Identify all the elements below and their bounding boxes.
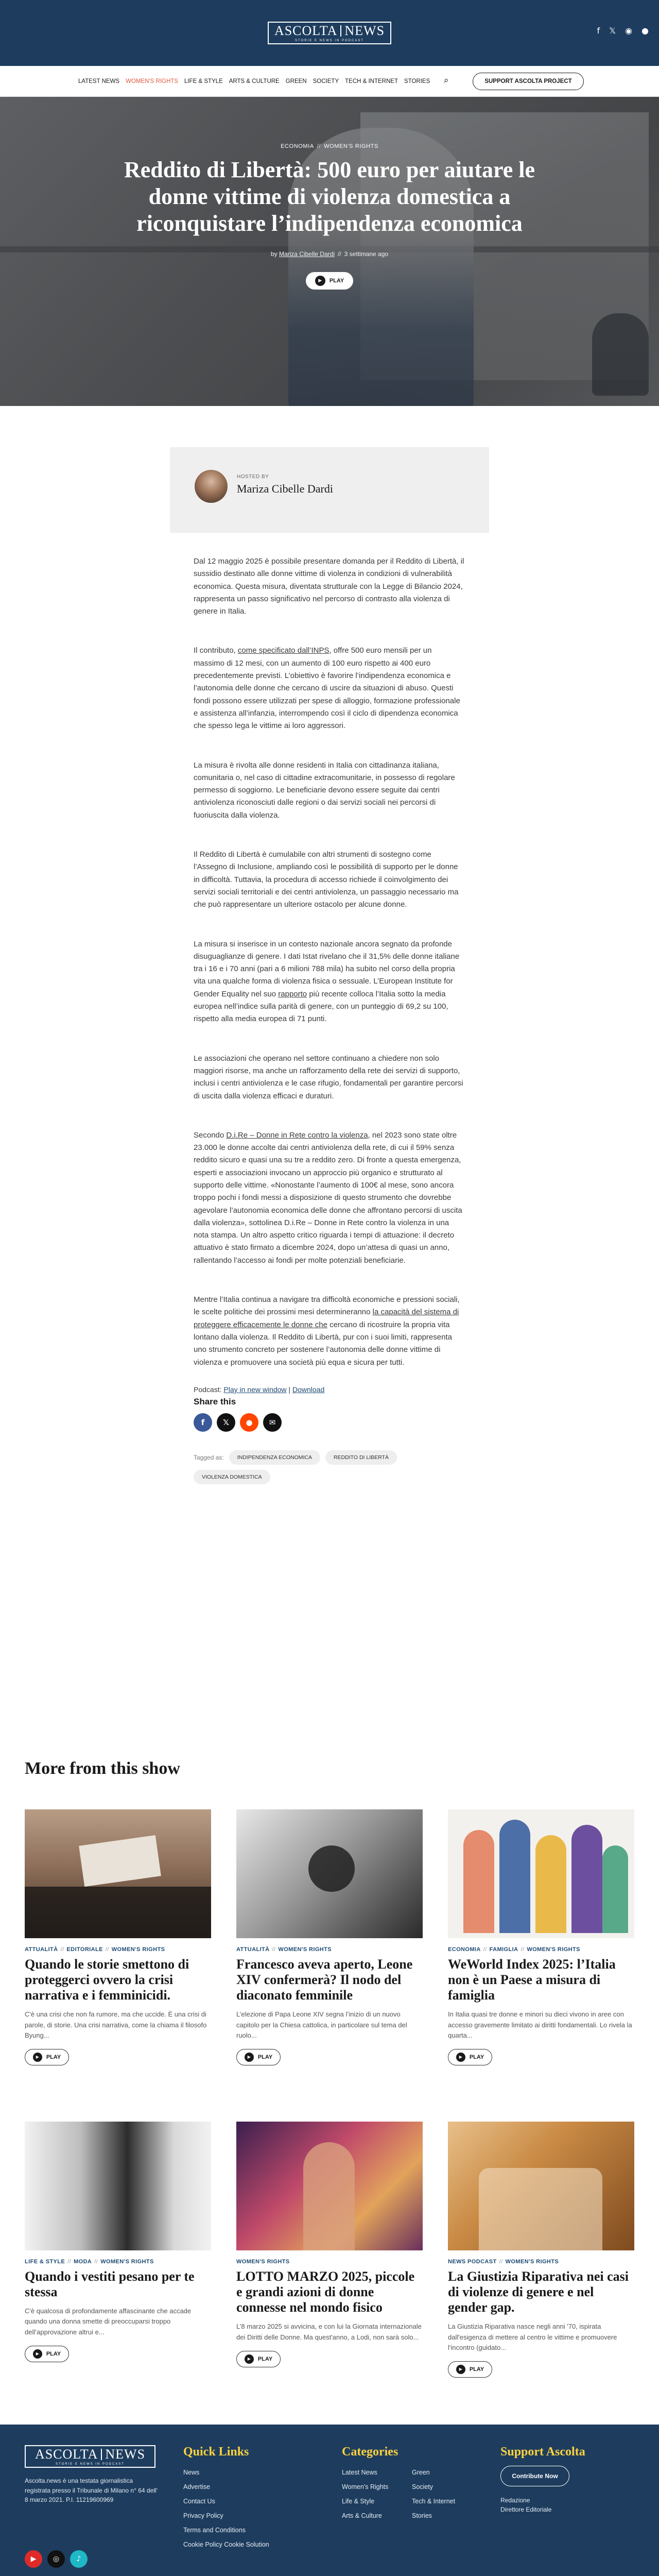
play-icon: ▶ [33,2053,42,2062]
card-categories [236,1946,423,1953]
play-label: PLAY [257,2054,273,2060]
logo-text-right: NEWS [344,23,385,38]
category-separator: // [94,2259,98,2265]
card-thumbnail[interactable] [448,1809,634,1938]
paragraph-text: , nel 2023 sono state oltre 23.000 le donne accolte dai centri antiviolenza della rete, di cui il 59% senza reddito sicuro e quasi una su tre a reddito zero. Di fronte a questa emergenza, esperti e associazioni invocano un approccio più organico e strutturato al supporto delle vittime. «Nonostante l’aumento di 100€ al mese, sono ancora troppo pochi i fondi messi a disposizione di questo strumento che dovrebbe agevolare l’autonomia economica delle donne che affrontano percorsi di uscita dalla violenza», sottolinea D.i.Re – Donne in Rete contro la violenza in una nota stampa. Un altro aspetto critico riguarda i tempi di attuazione: il decreto attuativo è stato firmato a dicembre 2024, dopo un’attesa di quasi un anno, rallentando l’accesso ai fondi per molte potenziali beneficiarie. [194,1130,462,1265]
link-divider: | [286,1385,292,1394]
top-header [0,0,659,66]
podcast-label: Podcast: [194,1385,224,1394]
hero-category-link[interactable]: WOMEN'S RIGHTS [324,143,378,149]
article-paragraph: La misura è rivolta alle donne residenti in Italia con cittadinanza italiana, comunitaria o, nel caso di cittadine extracomunitarie, in possesso di regolare permesso di soggiorno. Le beneficiarie devono essere seguite dai centri antiviolenza riconosciuti dalle regioni o dai servizi sociali nei percorsi di fuoriuscita dalla violenza. [194,760,455,820]
host-box [170,447,489,533]
card-title[interactable]: Quando i vestiti pesano per te stessa [25,2269,195,2300]
card-thumbnail[interactable] [448,2122,634,2250]
footer-link[interactable]: Cookie Policy Cookie Solution [183,2541,269,2548]
direttore-label[interactable]: Direttore Editoriale [500,2506,552,2513]
card-excerpt: L’elezione di Papa Leone XIV segna l’inizio di un nuovo capitolo per la Chiesa cattolica, in particolare sul tema del ruolo... [236,2010,407,2039]
play-label: PLAY [469,2366,484,2372]
facebook-share-icon[interactable]: f [194,1413,212,1432]
post-time: 3 settimane ago [344,250,389,258]
card-excerpt: La Giustizia Riparativa nasce negli anni '70, ispirata dall'esigenza di mettere al centro le vittime e promuovere l'incontro (guidato... [448,2323,617,2351]
play-label: PLAY [257,2355,273,2362]
article-paragraph: Le associazioni che operano nel settore continuano a chiedere non solo maggiori risorse, ma anche un rafforzamento della rete dei servizi di supporto, inclusi i centri antiviolenza e le case rifugio, fondamentali per garantire percorsi di uscita dalla violenza efficaci e duraturi. [194,1054,463,1100]
play-label: PLAY [46,2350,61,2357]
paragraph-text: Mentre l’Italia continua a navigare tra difficoltà economiche e pressioni sociali, le scelte politiche dei prossimi mesi determineranno [194,1295,460,1317]
paragraph-text: cercano di ricostruire la propria vita lontano dalla violenza. Il Reddito di Libertà, pur con i suoi limiti, rappresenta uno strumento concreto per sostenere l’autonomia delle donne vittime di violenza e promuovere una società più equa e sicura per tutti. [194,1320,452,1367]
footer-category-link[interactable]: Arts & Culture [342,2512,382,2519]
post-meta [124,250,535,258]
logo-tagline: STORIE E NEWS IN PODCAST [295,39,364,42]
play-icon: ▶ [456,2365,465,2374]
meta-separator: // [338,250,341,258]
footer-link[interactable]: Contact Us [183,2498,215,2505]
thumb-crowd [25,1887,211,1938]
card-categories [25,2259,211,2265]
play-icon: ▶ [33,2349,42,2359]
thumb-figure [463,1830,494,1933]
header-social [597,26,649,36]
card-thumbnail[interactable] [236,1809,423,1938]
nav-item-womens-rights[interactable]: WOMEN'S RIGHTS [126,78,178,84]
article-body [194,555,464,1484]
card-categories [448,1946,634,1953]
card-play-button[interactable] [236,2049,281,2065]
article-paragraph [194,938,464,1026]
category-separator: // [317,143,321,149]
article-paragraph [194,1294,464,1369]
hero-categories [124,143,535,149]
dire-link[interactable]: D.i.Re – Donne in Rete contro la violenza [226,1130,368,1140]
share-buttons [194,1413,464,1432]
podcast-links [194,1385,464,1394]
paragraph-text: più recente colloca l’Italia sotto la media europea nell’indice sulla parità di genere, con un punteggio di 69,2 su 100, rispetto alla media europea di 71 punti. [194,989,448,1024]
thumb-hands [308,1845,355,1892]
category-separator: // [499,2259,503,2265]
card-thumbnail[interactable] [25,1809,211,1938]
footer-category-link[interactable]: Society [412,2483,433,2490]
episode-card [236,1809,423,2065]
thumb-figure [535,1835,566,1933]
instagram-icon[interactable]: ◎ [47,2550,65,2568]
thumb-figure [303,2142,355,2250]
article-paragraph: Dal 12 maggio 2025 è possibile presentare domanda per il Reddito di Libertà, il sussidio destinato alle donne vittime di violenza in condizioni di vulnerabilità economica. Questa misura, diventata strutturale con la Legge di Bilancio 2024, rappresenta un passo significativo nel percorso di contrasto alla violenza di genere in Italia. [194,557,464,616]
youtube-icon[interactable]: ▶ [25,2550,42,2568]
apple-icon[interactable]: ● [641,26,649,36]
quick-links-title: Quick Links [183,2445,249,2459]
footer-link[interactable]: Advertise [183,2483,211,2490]
category-separator: // [483,1946,487,1953]
post-tags [194,1450,464,1484]
card-thumbnail[interactable] [236,2122,423,2250]
nav-item-arts-culture[interactable]: ARTS & CULTURE [229,78,280,84]
paragraph-text: , offre 500 euro mensili per un massimo di 12 mesi, con un aumento di 100 euro rispetto ai 400 euro precedentemente previsti. L’obiettivo è favorire l’indipendenza economica e l’autonomia delle donne che cercano di uscire da situazioni di abuso. Questi fondi possono essere utilizzati per spese di alloggio, formazione professionale e assistenza all’infanzia, interrompendo così il ciclo di dipendenza economica che spesso lega le vittime ai loro aggressori. [194,646,460,731]
avatar [195,470,228,503]
card-play-button[interactable] [25,2049,69,2065]
footer-logo[interactable] [25,2445,155,2468]
support-title: Support Ascolta [500,2445,585,2459]
tag-link[interactable]: REDDITO DI LIBERTÀ [325,1450,397,1465]
paragraph-text: La misura si inserisce in un contesto nazionale ancora segnato da profonde disuguaglianze di genere. I dati Istat rivelano che il 31,5% delle donne italiane tra i 16 e i 70 anni (pari a 6 milioni 788 mila) ha subito nel corso della propria vita una qualche forma di violenza fisica o sessuale. L’European Institute for Gender Equality nel suo [194,939,460,998]
card-category-link[interactable]: ATTUALITÀ [25,1946,58,1953]
categories-list-1 [342,2469,388,2519]
share-title: Share this [194,1396,236,1406]
inps-link[interactable]: come specificato dall’INPS [237,646,330,655]
play-label: PLAY [46,2054,61,2060]
host-name-link[interactable]: Mariza Cibelle Dardi [237,482,333,495]
support-button[interactable]: SUPPORT ASCOLTA PROJECT [473,73,584,90]
author-link[interactable]: Mariza Cibelle Dardi [279,250,335,258]
by-label: by [270,250,278,258]
card-category-link[interactable]: NEWS PODCAST [448,2259,497,2265]
hero-category-link[interactable]: ECONOMIA [281,143,314,149]
play-icon: ▶ [456,2053,465,2062]
article-paragraph [194,645,464,732]
card-title[interactable]: La Giustizia Riparativa nei casi di violenze di genere e nel gender gap. [448,2269,629,2315]
episode-card [236,2122,423,2367]
footer-category-link[interactable]: Latest News [342,2469,377,2476]
card-category-link[interactable]: ECONOMIA [448,1946,481,1953]
logo-tagline: STORIE E NEWS IN PODCAST [56,2462,125,2466]
thumb-figure [571,1825,602,1933]
thumb-sign [79,1835,161,1887]
thumb-figure [602,1845,628,1933]
thumb-figure [479,2168,602,2250]
host-label: HOSTED BY [237,474,269,480]
play-icon: ▶ [315,276,325,286]
card-category-link[interactable]: WOMEN'S RIGHTS [100,2259,154,2265]
x-share-icon[interactable]: 𝕏 [217,1413,235,1432]
site-footer [0,2425,659,2576]
email-share-icon[interactable]: ✉ [263,1413,282,1432]
footer-link[interactable]: Privacy Policy [183,2512,223,2519]
tiktok-icon[interactable]: ♪ [70,2550,88,2568]
nav-item-society[interactable]: SOCIETY [313,78,339,84]
card-play-button[interactable] [448,2049,492,2065]
card-title[interactable]: LOTTO MARZO 2025, piccole e grandi azioni di donne connesse nel mondo fisico [236,2269,415,2315]
x-icon[interactable]: 𝕏 [609,26,616,36]
card-categories [25,1946,211,1953]
tagged-label: Tagged as: [194,1453,224,1461]
card-excerpt: L’8 marzo 2025 si avvicina, e con lui la Giornata internazionale dei Diritti delle Donne. Ma quest'anno, a Lodi, non sarà solo... [236,2323,422,2341]
card-play-button[interactable] [236,2351,281,2367]
footer-social [25,2550,88,2568]
card-categories [236,2259,423,2265]
protection-link[interactable]: la capacità del sistema di proteggere efficacemente le donne che [194,1308,459,1329]
card-categories [448,2259,634,2265]
episode-card [25,2122,211,2362]
card-excerpt: C'è qualcosa di profondamente affascinante che accade quando una donna smette di preoccuparsi troppo dell’approvazione altrui e... [25,2307,192,2336]
section-title: More from this show [25,1759,180,1778]
article-paragraph [194,1129,464,1267]
card-title[interactable]: Quando le storie smettono di proteggerci ovvero la crisi narrativa e i femminicidi. [25,1957,189,2003]
card-category-link[interactable]: WOMEN'S RIGHTS [111,1946,165,1953]
article-paragraph: Il Reddito di Libertà è cumulabile con altri strumenti di sostegno come l’Assegno di Inclusione, ampliando così le possibilità di supporto per le donne in difficoltà. Tuttavia, la procedura di accesso richiede il coinvolgimento dei servizi sociali territoriali e dei centri antiviolenza, un passaggio necessario ma che può rappresentare un ulteriore ostacolo per alcune donne. [194,850,459,909]
card-category-link[interactable]: WOMEN'S RIGHTS [236,2259,290,2265]
tag-link[interactable]: VIOLENZA DOMESTICA [194,1470,270,1484]
nav-menu [78,66,430,97]
redazione-label[interactable]: Redazione [500,2497,530,2504]
nav-item-life-style[interactable]: LIFE & STYLE [184,78,223,84]
card-category-link[interactable]: FAMIGLIA [489,1946,518,1953]
card-category-link[interactable]: MODA [74,2259,92,2265]
category-separator: // [67,2259,72,2265]
category-separator: // [105,1946,109,1953]
footer-category-link[interactable]: Life & Style [342,2498,375,2505]
nav-item-stories[interactable]: STORIES [404,78,430,84]
episode-card [25,1809,211,2065]
card-category-link[interactable]: WOMEN'S RIGHTS [527,1946,580,1953]
contribute-button[interactable]: Contribute Now [500,2466,569,2486]
nav-item-tech-internet[interactable]: TECH & INTERNET [345,78,398,84]
footer-about: Ascolta.news è una testata giornalistica registrata presso il Tribunale di Milano n° 64 dell' 8 marzo 2021. P.I. 11219600969 [25,2477,158,2504]
category-separator: // [272,1946,276,1953]
card-play-button[interactable] [25,2346,69,2362]
logo-text-left: ASCOLTA [274,23,338,38]
hero-content [124,143,535,290]
facebook-icon[interactable]: f [597,26,600,36]
card-category-link[interactable]: ATTUALITÀ [236,1946,270,1953]
paragraph-text: Il contributo, [194,646,238,655]
card-category-link[interactable]: WOMEN'S RIGHTS [505,2259,559,2265]
footer-redazione [500,2496,551,2514]
site-logo[interactable] [268,22,391,44]
hero-play-button[interactable] [306,272,353,290]
play-label: PLAY [329,277,344,284]
play-icon: ▶ [245,2053,254,2062]
paragraph-text: Secondo [194,1130,227,1140]
category-separator: // [521,1946,525,1953]
page-title: Reddito di Libertà: 500 euro per aiutare le donne vittime di violenza domestica a riconquistare l’indipendenza economica [124,157,535,236]
rss-icon[interactable]: ◉ [625,26,633,36]
logo-divider [101,2449,102,2460]
thumb-figure [499,1820,530,1933]
logo-text-left: ASCOLTA [34,2446,98,2462]
play-icon: ▶ [245,2354,254,2364]
categories-list-2 [412,2469,455,2519]
hero-banner [0,97,659,406]
card-thumbnail[interactable] [25,2122,211,2250]
card-category-link[interactable]: LIFE & STYLE [25,2259,65,2265]
logo-divider [340,25,341,37]
footer-link[interactable]: News [183,2469,200,2476]
card-title[interactable]: Francesco aveva aperto, Leone XIV confermerà? Il nodo del diaconato femminile [236,1957,413,2003]
nav-item-green[interactable]: GREEN [285,78,307,84]
card-category-link[interactable]: WOMEN'S RIGHTS [278,1946,332,1953]
quick-links-list [183,2469,269,2548]
card-category-link[interactable]: EDITORIALE [66,1946,103,1953]
card-excerpt: In Italia quasi tre donne e minori su dieci vivono in aree con accesso gravemente limitato ai diritti fondamentali. Lo rivela la quarta... [448,2010,632,2039]
footer-category-link[interactable]: Women's Rights [342,2483,389,2490]
footer-link[interactable]: Terms and Conditions [183,2527,246,2534]
episode-card [448,2122,634,2378]
tag-link[interactable]: INDIPENDENZA ECONOMICA [229,1450,320,1465]
logo-text-right: NEWS [105,2446,146,2462]
play-label: PLAY [469,2054,484,2060]
reddit-share-icon[interactable]: ● [240,1413,258,1432]
card-play-button[interactable] [448,2361,492,2378]
card-excerpt: C'è una crisi che non fa rumore, ma che uccide. È una crisi di parole, di storie. Una crisi narrativa, come la chiama il filosofo Byung... [25,2010,207,2039]
search-icon[interactable]: ⌕ [444,75,449,86]
footer-category-link[interactable]: Green [412,2469,430,2476]
rapporto-link[interactable]: rapporto [278,989,307,998]
categories-title: Categories [342,2445,398,2459]
main-nav [0,66,659,97]
download-link[interactable]: Download [292,1385,325,1394]
play-new-window-link[interactable]: Play in new window [223,1385,287,1394]
card-title[interactable]: WeWorld Index 2025: l’Italia non è un Paese a misura di famiglia [448,1957,616,2003]
category-separator: // [60,1946,64,1953]
footer-category-link[interactable]: Tech & Internet [412,2498,456,2505]
nav-item-latest-news[interactable]: LATEST NEWS [78,78,120,84]
episode-card [448,1809,634,2065]
footer-category-link[interactable]: Stories [412,2512,432,2519]
